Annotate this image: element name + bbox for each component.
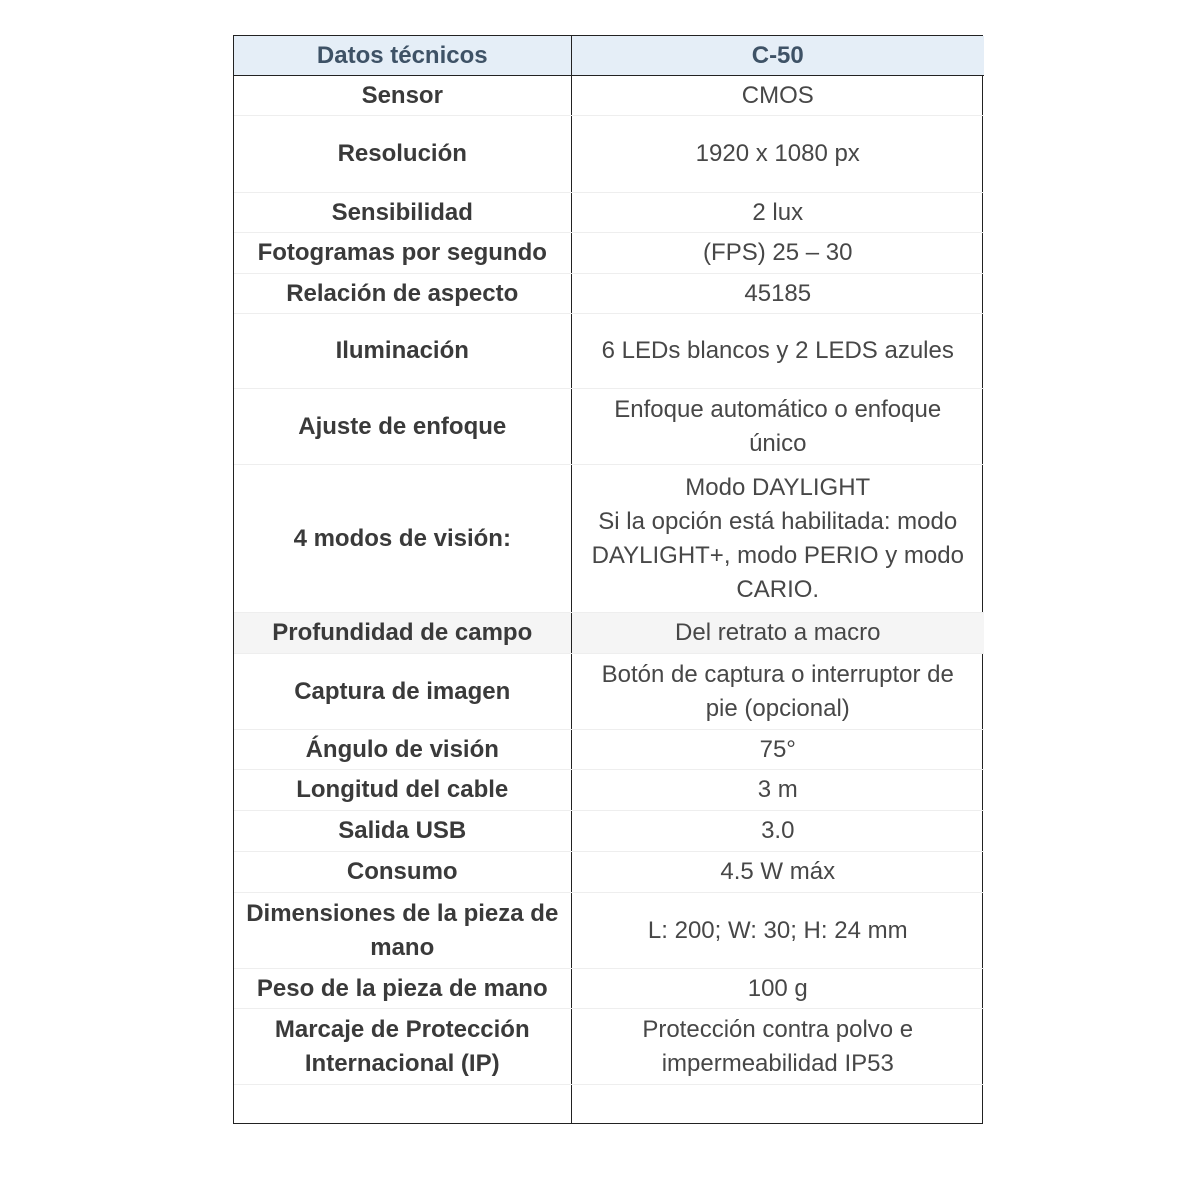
spec-label: Salida USB [234, 811, 571, 852]
table-row [234, 389, 984, 465]
spec-value-line: Enfoque automático o enfoque [614, 395, 942, 423]
tech-spec-table [234, 36, 984, 1123]
table-row [234, 76, 984, 116]
spec-label: Fotogramas por segundo [234, 233, 571, 274]
spec-label: Dimensiones de la pieza de mano [234, 893, 571, 969]
spec-value [571, 1085, 984, 1124]
spec-value-line: DAYLIGHT+, modo PERIO y modo [591, 541, 964, 569]
table-row [234, 116, 984, 193]
spec-value-line: 2 lux [752, 198, 804, 226]
spec-value [571, 116, 984, 193]
spec-label: Ángulo de visión [234, 730, 571, 770]
table-row [234, 770, 984, 811]
table-row [234, 465, 984, 613]
spec-value-line: 1920 x 1080 px [695, 140, 860, 167]
spec-label: Ajuste de enfoque [234, 389, 571, 465]
spec-label: Iluminación [234, 314, 571, 389]
spec-label: Sensor [234, 76, 571, 116]
spec-value-line: (FPS) 25 – 30 [703, 239, 853, 266]
spec-value [571, 314, 984, 389]
spec-value-line: 3 m [757, 776, 798, 803]
spec-sheet [233, 35, 983, 1124]
table-row [234, 969, 984, 1009]
spec-value-line: Botón de captura o interruptor de [601, 660, 954, 688]
spec-value [571, 730, 984, 770]
spec-value-line: 4.5 W máx [720, 858, 836, 885]
spec-value-line: 45185 [744, 279, 812, 307]
spec-value [571, 969, 984, 1009]
spec-value-line: CARIO. [736, 575, 820, 603]
header-datos-tecnicos: Datos técnicos [234, 36, 571, 76]
spec-value [571, 274, 984, 314]
spec-value-line: CMOS [741, 81, 814, 109]
table-row [234, 811, 984, 852]
spec-label: Longitud del cable [234, 770, 571, 811]
spec-label: Profundidad de campo [234, 613, 571, 654]
spec-value-line: L: 200; W: 30; H: 24 mm [647, 916, 908, 944]
spec-value-line: 75° [759, 735, 796, 763]
header-model: C-50 [571, 36, 984, 76]
spec-label: Relación de aspecto [234, 274, 571, 314]
table-row [234, 274, 984, 314]
spec-value [571, 76, 984, 116]
table-row [234, 1009, 984, 1085]
spec-value-line: Protección contra polvo e [642, 1015, 914, 1043]
spec-value-line: 3.0 [761, 817, 795, 844]
spec-label: Marcaje de Protección Internacional (IP) [234, 1009, 571, 1085]
spec-label: Peso de la pieza de mano [234, 969, 571, 1009]
spec-value-line: Del retrato a macro [675, 619, 881, 646]
spec-value-line: único [749, 429, 807, 457]
table-row [234, 314, 984, 389]
spec-label: Consumo [234, 852, 571, 893]
spec-value [571, 233, 984, 274]
spec-value [571, 1009, 984, 1085]
table-row [234, 893, 984, 969]
spec-label: Captura de imagen [234, 654, 571, 730]
spec-value [571, 770, 984, 811]
table-row [234, 654, 984, 730]
table-header-row [234, 36, 984, 76]
spec-value-line: pie (opcional) [705, 694, 850, 722]
spec-value [571, 852, 984, 893]
table-row [234, 193, 984, 233]
spec-value [571, 465, 984, 613]
spec-value-line: 100 g [747, 974, 808, 1002]
spec-label: Sensibilidad [234, 193, 571, 233]
table-row [234, 233, 984, 274]
spec-label: 4 modos de visión: [234, 465, 571, 613]
table-row [234, 613, 984, 654]
spec-value-line: 6 LEDs blancos y 2 LEDS azules [601, 337, 954, 364]
spec-value [571, 613, 984, 654]
table-row [234, 852, 984, 893]
spec-label [234, 1085, 571, 1124]
spec-value [571, 893, 984, 969]
table-row [234, 1085, 984, 1124]
spec-value [571, 389, 984, 465]
spec-value-line: impermeabilidad IP53 [661, 1049, 894, 1077]
spec-value-line: Modo DAYLIGHT [685, 473, 871, 501]
table-row [234, 730, 984, 770]
spec-value-line: Si la opción está habilitada: modo [598, 507, 958, 535]
spec-value [571, 654, 984, 730]
table-body [234, 76, 984, 1124]
spec-label: Resolución [234, 116, 571, 193]
spec-value [571, 193, 984, 233]
spec-value [571, 811, 984, 852]
